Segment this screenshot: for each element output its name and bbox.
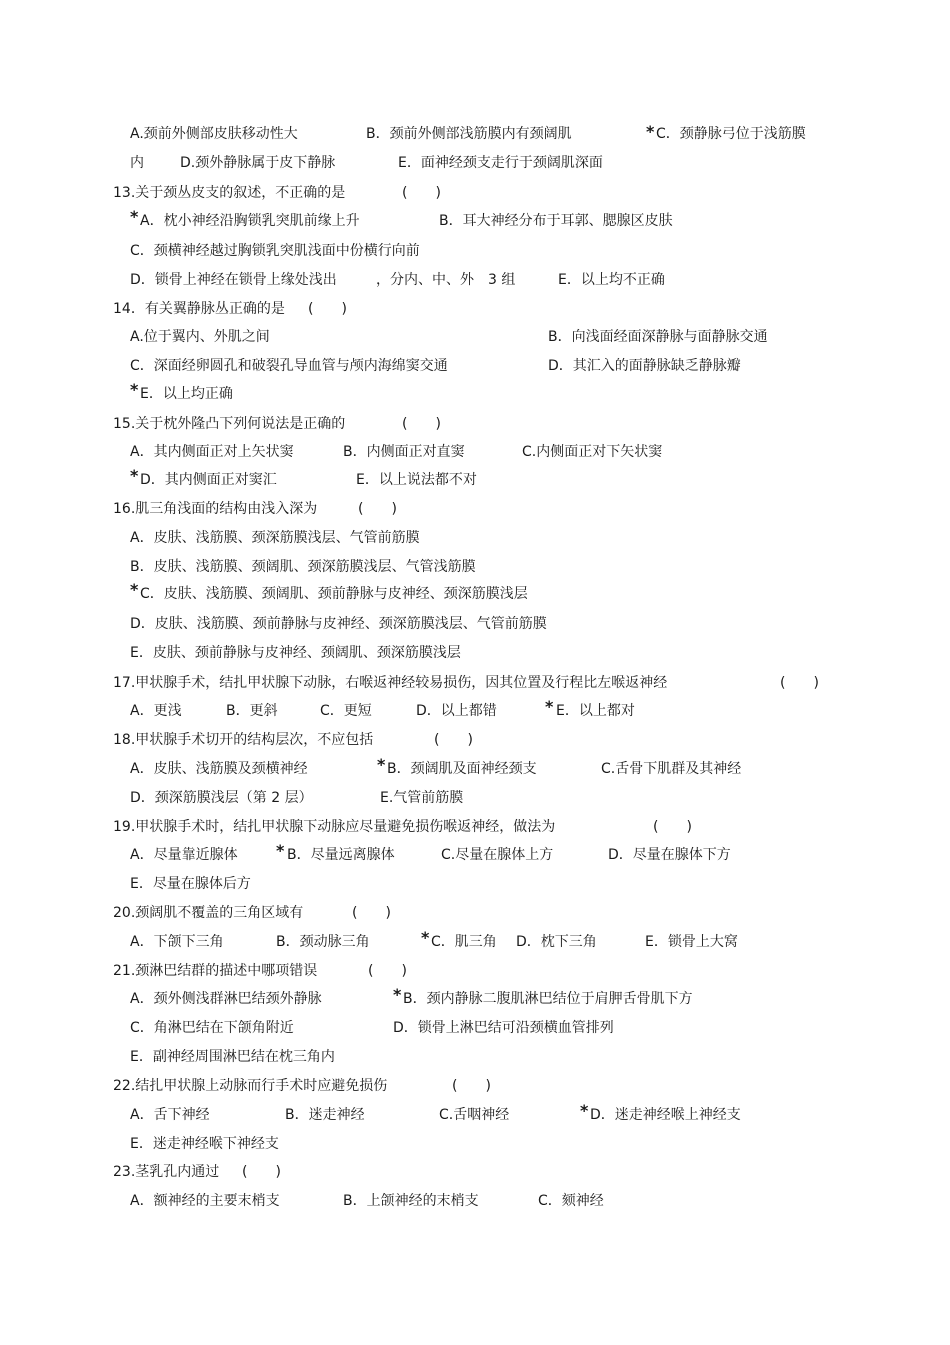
option-a: A．额神经的主要末梢支 xyxy=(130,1193,280,1209)
option-c: C.内侧面正对下矢状窦 xyxy=(522,444,663,460)
option-d: D．尽量在腺体下方 xyxy=(608,847,731,863)
answer-blank: ( ) xyxy=(434,732,473,748)
option-a: A．舌下神经 xyxy=(130,1107,210,1123)
answer-star-icon: * xyxy=(130,580,139,599)
answer-star-icon: * xyxy=(130,466,139,485)
option-c: C.尽量在腺体上方 xyxy=(441,847,554,863)
answer-star-icon: * xyxy=(377,755,386,774)
question-stem: 14．有关翼静脉丛正确的是 xyxy=(113,301,285,317)
option-b: B．迷走神经 xyxy=(285,1107,365,1123)
option-d: D．枕下三角 xyxy=(516,934,597,950)
option-b: B．向浅面经面深静脉与面静脉交通 xyxy=(548,329,768,345)
option-c: C．颏神经 xyxy=(538,1193,604,1209)
option-e: E．锁骨上大窝 xyxy=(645,934,738,950)
question-stem: 19.甲状腺手术时，结扎甲状腺下动脉应尽量避免损伤喉返神经，做法为 xyxy=(113,819,556,835)
question-stem: 16.肌三角浅面的结构由浅入深为 xyxy=(113,501,318,517)
option-d: D．锁骨上淋巴结可沿颈横血管排列 xyxy=(393,1020,614,1036)
option-d: D．皮肤、浅筋膜、颈前静脉与皮神经、颈深筋膜浅层、气管前筋膜 xyxy=(130,616,547,632)
option-a: A．其内侧面正对上矢状窦 xyxy=(130,444,294,460)
option-d: D．其汇入的面静脉缺乏静脉瓣 xyxy=(548,358,741,374)
option-c: C．深面经卵圆孔和破裂孔导血管与颅内海绵窦交通 xyxy=(130,358,448,374)
option-d-continued: ，分内、中、外 3 组 xyxy=(376,272,516,288)
question-stem: 21.颈淋巴结群的描述中哪项错误 xyxy=(113,963,318,979)
answer-blank: ( ) xyxy=(780,675,819,691)
answer-blank: ( ) xyxy=(358,501,397,517)
answer-blank: ( ) xyxy=(352,905,391,921)
option-d: D．以上都错 xyxy=(416,703,497,719)
option-b: B．更斜 xyxy=(226,703,278,719)
option-b: B．上颌神经的末梢支 xyxy=(343,1193,479,1209)
option-e: E．尽量在腺体后方 xyxy=(130,876,251,892)
option-c: C．更短 xyxy=(320,703,372,719)
option-a: A．枕小神经沿胸锁乳突肌前缘上升 xyxy=(140,213,360,229)
option-c: C.舌骨下肌群及其神经 xyxy=(601,761,742,777)
answer-star-icon: * xyxy=(646,122,655,141)
option-a: A．皮肤、浅筋膜及颈横神经 xyxy=(130,761,308,777)
option-b: B．尽量远离腺体 xyxy=(287,847,395,863)
option-c-continued: 内 xyxy=(130,155,144,171)
option-c: C．角淋巴结在下颌角附近 xyxy=(130,1020,294,1036)
answer-blank: ( ) xyxy=(653,819,692,835)
option-a: A.位于翼内、外肌之间 xyxy=(130,329,270,345)
question-stem: 20.颈阔肌不覆盖的三角区域有 xyxy=(113,905,304,921)
option-d: D．迷走神经喉上神经支 xyxy=(590,1107,741,1123)
question-stem: 15.关于枕外隆凸下列何说法是正确的 xyxy=(113,416,346,432)
option-e: E．副神经周围淋巴结在枕三角内 xyxy=(130,1049,335,1065)
answer-blank: ( ) xyxy=(242,1164,281,1180)
answer-blank: ( ) xyxy=(402,416,441,432)
answer-star-icon: * xyxy=(421,928,430,947)
option-a: A.颈前外侧部皮肤移动性大 xyxy=(130,126,298,142)
option-e: E．面神经颈支走行于颈阔肌深面 xyxy=(398,155,603,171)
option-b: B．颈动脉三角 xyxy=(276,934,370,950)
option-d: D．颈深筋膜浅层（第 2 层） xyxy=(130,790,313,806)
option-b: B．颈内静脉二腹肌淋巴结位于肩胛舌骨肌下方 xyxy=(403,991,693,1007)
answer-star-icon: * xyxy=(580,1101,589,1120)
question-stem: 23.茎乳孔内通过 xyxy=(113,1164,220,1180)
option-a: A．更浅 xyxy=(130,703,182,719)
answer-star-icon: * xyxy=(130,207,139,226)
answer-blank: ( ) xyxy=(402,185,441,201)
option-c: C．皮肤、浅筋膜、颈阔肌、颈前静脉与皮神经、颈深筋膜浅层 xyxy=(140,586,528,602)
question-stem: 18.甲状腺手术切开的结构层次，不应包括 xyxy=(113,732,374,748)
option-a: A．皮肤、浅筋膜、颈深筋膜浅层、气管前筋膜 xyxy=(130,530,420,546)
answer-star-icon: * xyxy=(130,380,139,399)
question-stem: 22.结扎甲状腺上动脉而行手术时应避免损伤 xyxy=(113,1078,388,1094)
option-e: E．以上说法都不对 xyxy=(356,472,477,488)
option-a: A．下颌下三角 xyxy=(130,934,224,950)
answer-star-icon: * xyxy=(545,697,554,716)
option-b: B．皮肤、浅筋膜、颈阔肌、颈深筋膜浅层、气管浅筋膜 xyxy=(130,559,476,575)
option-c: C．肌三角 xyxy=(431,934,497,950)
answer-star-icon: * xyxy=(276,841,285,860)
option-e: E．以上都对 xyxy=(556,703,635,719)
option-c: C．颈横神经越过胸锁乳突肌浅面中份横行向前 xyxy=(130,243,420,259)
answer-blank: ( ) xyxy=(452,1078,491,1094)
option-e: E．迷走神经喉下神经支 xyxy=(130,1136,279,1152)
answer-star-icon: * xyxy=(393,985,402,1004)
option-b: B．内侧面正对直窦 xyxy=(343,444,465,460)
answer-blank: ( ) xyxy=(308,301,347,317)
option-d: D.颈外静脉属于皮下静脉 xyxy=(180,155,336,171)
option-e: E．皮肤、颈前静脉与皮神经、颈阔肌、颈深筋膜浅层 xyxy=(130,645,461,661)
answer-blank: ( ) xyxy=(368,963,407,979)
option-b: B．颈前外侧部浅筋膜内有颈阔肌 xyxy=(366,126,572,142)
option-a: A．尽量靠近腺体 xyxy=(130,847,238,863)
option-c: C．颈静脉弓位于浅筋膜 xyxy=(656,126,806,142)
option-e: E．以上均正确 xyxy=(140,386,233,402)
question-stem: 13.关于颈丛皮支的叙述，不正确的是 xyxy=(113,185,346,201)
option-d: D．锁骨上神经在锁骨上缘处浅出 xyxy=(130,272,337,288)
option-a: A．颈外侧浅群淋巴结颈外静脉 xyxy=(130,991,322,1007)
option-b: B．耳大神经分布于耳郭、腮腺区皮肤 xyxy=(439,213,673,229)
question-stem: 17.甲状腺手术，结扎甲状腺下动脉，右喉返神经较易损伤，因其位置及行程比左喉返神经 xyxy=(113,675,668,691)
option-e: E.气管前筋膜 xyxy=(380,790,464,806)
option-e: E．以上均不正确 xyxy=(558,272,665,288)
option-c: C.舌咽神经 xyxy=(439,1107,510,1123)
option-b: B．颈阔肌及面神经颈支 xyxy=(387,761,537,777)
option-d: D．其内侧面正对窦汇 xyxy=(140,472,277,488)
